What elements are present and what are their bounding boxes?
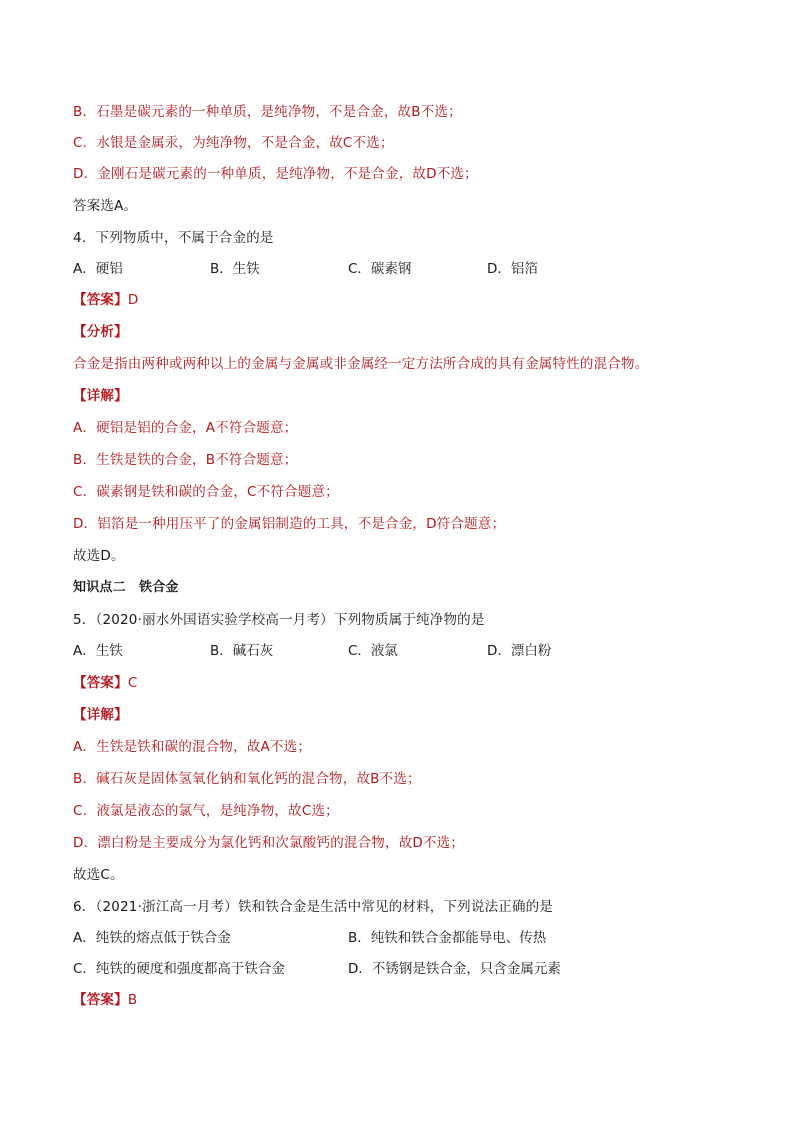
section-title: 知识点二 铁合金	[73, 580, 179, 595]
q5-detail-d: D．漂白粉是主要成分为氯化钙和次氯酸钙的混合物，故D不选；	[73, 835, 465, 851]
q5-stem: 5．（2020·丽水外国语实验学校高一月考）下列物质属于纯净物的是	[73, 612, 485, 628]
q4-detail-d: D．铝箔是一种用压平了的金属铝制造的工具，不是合金，D符合题意；	[73, 516, 506, 532]
prev-analysis-d	[73, 164, 478, 184]
q5-option-b: B．碱石灰	[210, 643, 274, 659]
q5-option-d: D．漂白粉	[487, 643, 552, 659]
q4-option-a: A．硬铝	[73, 261, 123, 277]
q5-answer	[73, 673, 137, 693]
q5-conclusion: 故选C。	[73, 867, 124, 883]
q4-option-d: D．铝箔	[487, 261, 538, 277]
q5-detail-c: C．液氯是液态的氯气，是纯净物，故C选；	[73, 803, 339, 819]
q5-detail-label: 【详解】	[73, 707, 128, 723]
q4-stem: 4．下列物质中，不属于合金的是	[73, 230, 274, 246]
q4-analysis-text: 合金是指由两种或两种以上的金属与金属或非金属经一定方法所合成的具有金属特性的混合物。	[73, 356, 649, 372]
q6-answer-value: B	[127, 992, 138, 1008]
q6-option-a: A．纯铁的熔点低于铁合金	[73, 930, 231, 946]
q5-answer-value: C	[127, 675, 138, 691]
q6-option-d: D．不锈钢是铁合金，只含金属元素	[348, 961, 561, 977]
q4-conclusion: 故选D。	[73, 548, 125, 564]
q4-option-b: B．生铁	[210, 261, 260, 277]
q6-answer-label: 【答案】	[73, 992, 128, 1008]
q4-answer-value: D	[127, 292, 139, 308]
q4-answer	[73, 290, 138, 310]
q4-analysis-label: 【分析】	[73, 324, 128, 340]
q5-detail-b: B．碱石灰是固体氢氧化钠和氧化钙的混合物，故B不选；	[73, 771, 421, 787]
prev-analysis-c	[73, 133, 394, 153]
q6-option-b: B．纯铁和铁合金都能导电、传热	[348, 930, 547, 946]
q5-answer-label: 【答案】	[73, 675, 128, 691]
prev-analysis-c-text: C．水银是金属汞，为纯净物，不是合金，故C不选；	[73, 135, 394, 151]
q6-option-c: C．纯铁的硬度和强度都高于铁合金	[73, 961, 285, 977]
q4-detail-a: A．硬铝是铝的合金，A不符合题意；	[73, 420, 298, 436]
q4-detail-c: C．碳素钢是铁和碳的合金，C不符合题意；	[73, 484, 339, 500]
q4-detail-b: B．生铁是铁的合金，B不符合题意；	[73, 452, 298, 468]
q4-detail-label: 【详解】	[73, 388, 128, 404]
q5-option-a: A．生铁	[73, 643, 123, 659]
prev-analysis-b-text: B．石墨是碳元素的一种单质，是纯净物，不是合金，故B不选；	[73, 104, 462, 120]
q5-option-c: C．液氯	[348, 643, 398, 659]
q4-answer-label: 【答案】	[73, 292, 128, 308]
prev-analysis-b	[73, 102, 462, 122]
prev-analysis-d-text: D．金刚石是碳元素的一种单质，是纯净物，不是合金，故D不选；	[73, 166, 478, 182]
prev-conclusion: 答案选A。	[73, 198, 138, 214]
q5-detail-a: A．生铁是铁和碳的混合物，故A不选；	[73, 739, 312, 755]
q6-stem: 6．（2021·浙江高一月考）铁和铁合金是生活中常见的材料，下列说法正确的是	[73, 899, 554, 915]
q6-answer	[73, 990, 137, 1010]
q4-option-c: C．碳素钢	[348, 261, 412, 277]
